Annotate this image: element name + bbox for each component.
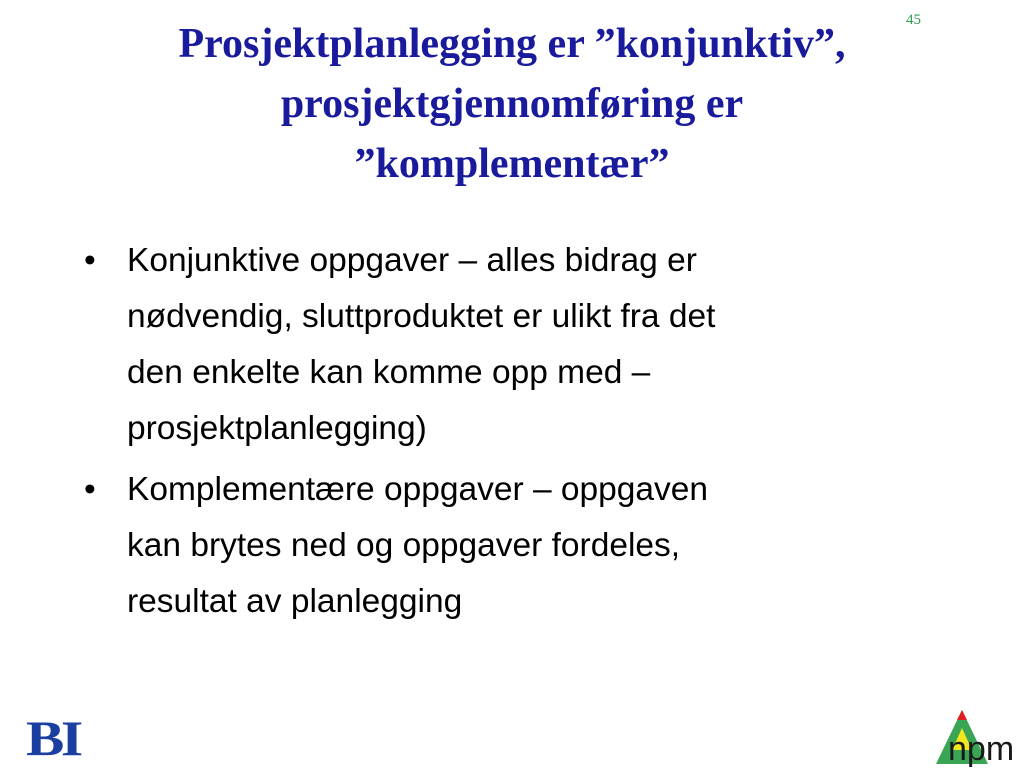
bullet-line: resultat av planlegging [127, 583, 463, 620]
bullet-dot: • [84, 242, 96, 279]
title-line: prosjektgjennomføring er [280, 81, 744, 127]
bullet-item [84, 462, 964, 630]
npm-text: npm [948, 730, 1015, 768]
title-line: ”komplementær” [354, 141, 670, 187]
npm-triangle-top-icon [957, 710, 967, 720]
bullet-line: Komplementære oppgaver – oppgaven [127, 471, 709, 508]
bullet-list [84, 233, 964, 635]
bullet-text [127, 233, 964, 457]
bullet-line: prosjektplanlegging) [127, 410, 427, 447]
bullet-line: den enkelte kan komme opp med – [127, 354, 651, 391]
slide-number: 45 [906, 12, 921, 28]
bi-logo: BI [26, 710, 80, 766]
bullet-item [84, 233, 964, 457]
bullet-line: nødvendig, sluttproduktet er ulikt fra det [127, 298, 716, 335]
bullet-dot: • [84, 471, 96, 508]
npm-logo [930, 708, 1024, 768]
bullet-line: Konjunktive oppgaver – alles bidrag er [127, 242, 697, 279]
bullet-text [127, 462, 964, 630]
slide-title [40, 14, 984, 194]
title-line: Prosjektplanlegging er ”konjunktiv”, [178, 21, 846, 67]
bullet-line: kan brytes ned og oppgaver fordeles, [127, 527, 681, 564]
